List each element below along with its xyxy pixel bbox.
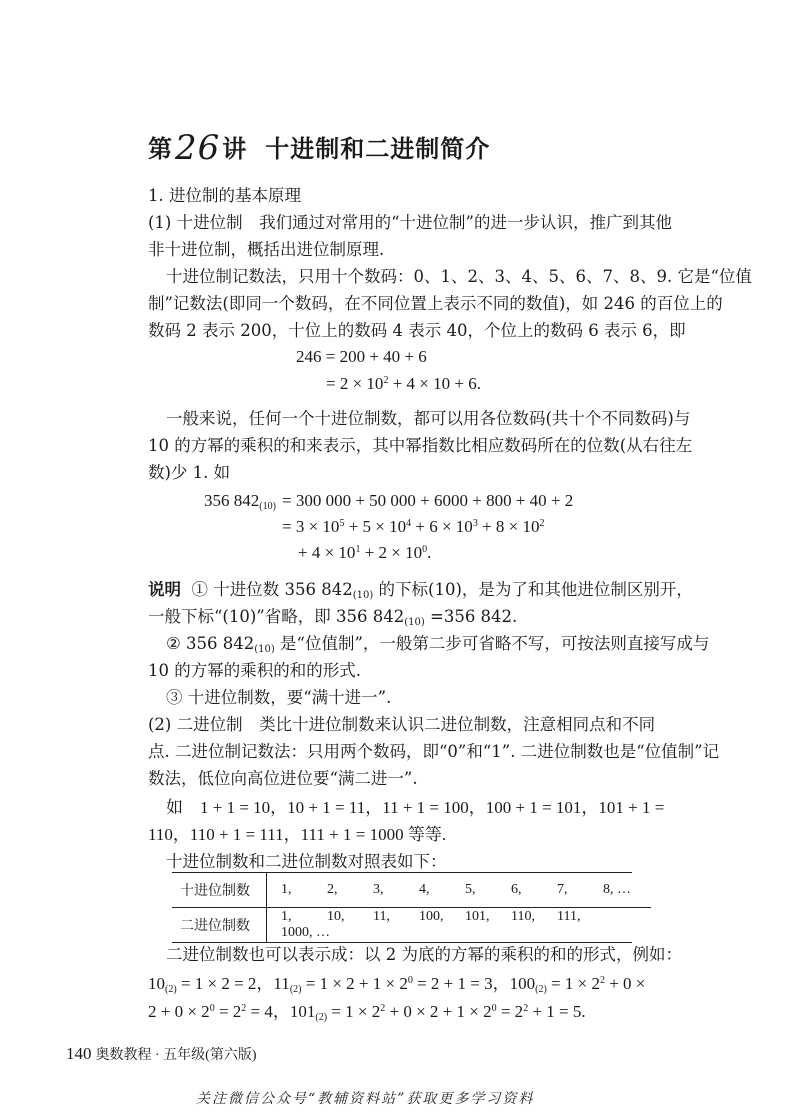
paragraph-line: 十进位制数和二进位制数对照表如下： — [166, 852, 447, 871]
watermark-text: 关注微信公众号“教辅资料站”获取更多学习资料 — [196, 1091, 535, 1107]
table-cell: 4, — [419, 882, 430, 897]
table-cell: 1, — [281, 882, 292, 897]
table-cell: 111, — [557, 909, 581, 924]
title-number: 26 — [175, 128, 221, 168]
binary-label: 二进位制数 — [172, 908, 267, 943]
equation-line: 246 = 200 + 40 + 6 — [296, 347, 427, 366]
paragraph-line: 如 1 + 1 = 10，10 + 1 = 11，11 + 1 = 100，100 + 1 = 101，101 + 1 = — [166, 798, 665, 817]
table-cell: 1, — [281, 909, 292, 924]
table-cell: 3, — [373, 882, 384, 897]
page-footer — [66, 1044, 257, 1064]
binary-values — [267, 908, 652, 943]
table-cell: 8, … — [603, 882, 631, 897]
table-cell: 110, — [511, 909, 535, 924]
table-cell: 101, — [465, 909, 490, 924]
note-label: 说明 — [148, 580, 181, 599]
paragraph-line: 数)少 1. 如 — [148, 463, 231, 482]
comparison-table — [172, 873, 651, 942]
section-heading: 1. 进位制的基本原理 — [148, 186, 301, 205]
note-line: 说明 ① 十进位数 356 $842_{(10)}$ 的下标(10)，是为了和其他进位制区别开， — [148, 580, 693, 601]
note-line: ③ 十进位制数，要“满十进一”. — [166, 688, 392, 707]
paragraph-line: 制”记数法(即同一个数码，在不同位置上表示不同的数值)，如 246 的百位上的 — [148, 294, 723, 313]
paragraph-line: 数码 2 表示 200，十位上的数码 4 表示 40，个位上的数码 6 表示 6，即 — [148, 321, 686, 340]
equation-lhs: 356 $842_{(10)}$ — [204, 491, 276, 512]
note-line: ② 356 $842_{(10)}$ 是“位值制”，一般第二步可省略不写，可按法则直接写成与 — [166, 634, 710, 655]
paragraph-line: 10 的方幂的乘积的和来表示，其中幂指数比相应数码所在的位数(从右往左 — [148, 436, 693, 455]
equation-line: = 300 000 + 50 000 + 6000 + 800 + 40 + 2 — [282, 491, 574, 510]
equation-line: = $2 \times 10^2 + 4 \times 10 + 6$. — [326, 374, 481, 393]
paragraph-line: 数法，低位向高位进位要“满二进一”. — [148, 769, 418, 788]
paragraph-line: 非十进位制，概括出进位制原理. — [148, 240, 385, 259]
equation-line: = $3 \times 10^5 + 5 \times 10^4 + 6 \times 10^3 + 8 \times 10^2$ — [282, 517, 545, 536]
table-cell: 100, — [419, 909, 444, 924]
title-suffix: 讲 — [222, 134, 248, 163]
paragraph-line: (1) 十进位制 我们通过对常用的“十进位制”的进一步认识，推广到其他 — [148, 213, 672, 232]
equation-line: + $4 \times 10^1 + 2 \times 10^0$. — [298, 543, 432, 562]
table-cell: 2, — [327, 882, 338, 897]
note-line: 一般下标“(10)”省略，即 356 $842_{(10)} =356$ 842. — [148, 607, 518, 628]
table-cell: 11, — [373, 909, 390, 924]
paragraph-line: 点. 二进位制记数法：只用两个数码，即“0”和“1”. 二进位制数也是“位值制”记 — [148, 742, 720, 761]
table-cell: 5, — [465, 882, 476, 897]
paragraph-line: 二进位制数也可以表示成：以 2 为底的方幂的乘积的和的形式，例如： — [166, 945, 682, 964]
equation-line: $2 + 0 \times 2^0 = 2^2 = 4$，$101_{(2)} = 1 \times 2^2 + 0 \times 2 + 1 \times 2^0 = 2^2 + 1 = 5$. — [148, 1002, 586, 1023]
title-text: 十进制和二进制简介 — [265, 134, 491, 163]
book-title: 奥数教程 · 五年级(第六版) — [95, 1048, 257, 1063]
table-cell: 1000, … — [281, 925, 330, 940]
table-row-decimal — [172, 873, 651, 908]
page-number: 140 — [66, 1044, 92, 1063]
lecture-title — [148, 126, 490, 166]
title-prefix: 第 — [148, 134, 173, 163]
decimal-label: 十进位制数 — [172, 873, 267, 908]
equation-line: $10_{(2)} = 1 \times 2 = 2$，$11_{(2)} = 1 \times 2 + 1 \times 2^0 = 2 + 1 = 3$，$100_{(2)} = 1 \times 2^2 + 0$ × — [148, 974, 646, 995]
table-cell: 10, — [327, 909, 345, 924]
table-row-binary — [172, 908, 651, 943]
note-line: 10 的方幂的乘积的和的形式. — [148, 661, 361, 680]
paragraph-line: 一般来说，任何一个十进位制数，都可以用各位数码(共十个不同数码)与 — [166, 409, 691, 428]
paragraph-line: 110，110 + 1 = 111，111 + 1 = 1000 等等. — [148, 825, 447, 844]
decimal-values — [267, 873, 652, 908]
table-cell: 6, — [511, 882, 522, 897]
paragraph-line: 十进位制记数法，只用十个数码：0、1、2、3、4、5、6、7、8、9. 它是“位值 — [166, 267, 752, 286]
paragraph-line: (2) 二进位制 类比十进位制数来认识二进位制数，注意相同点和不同 — [148, 715, 656, 734]
table-cell: 7, — [557, 882, 568, 897]
